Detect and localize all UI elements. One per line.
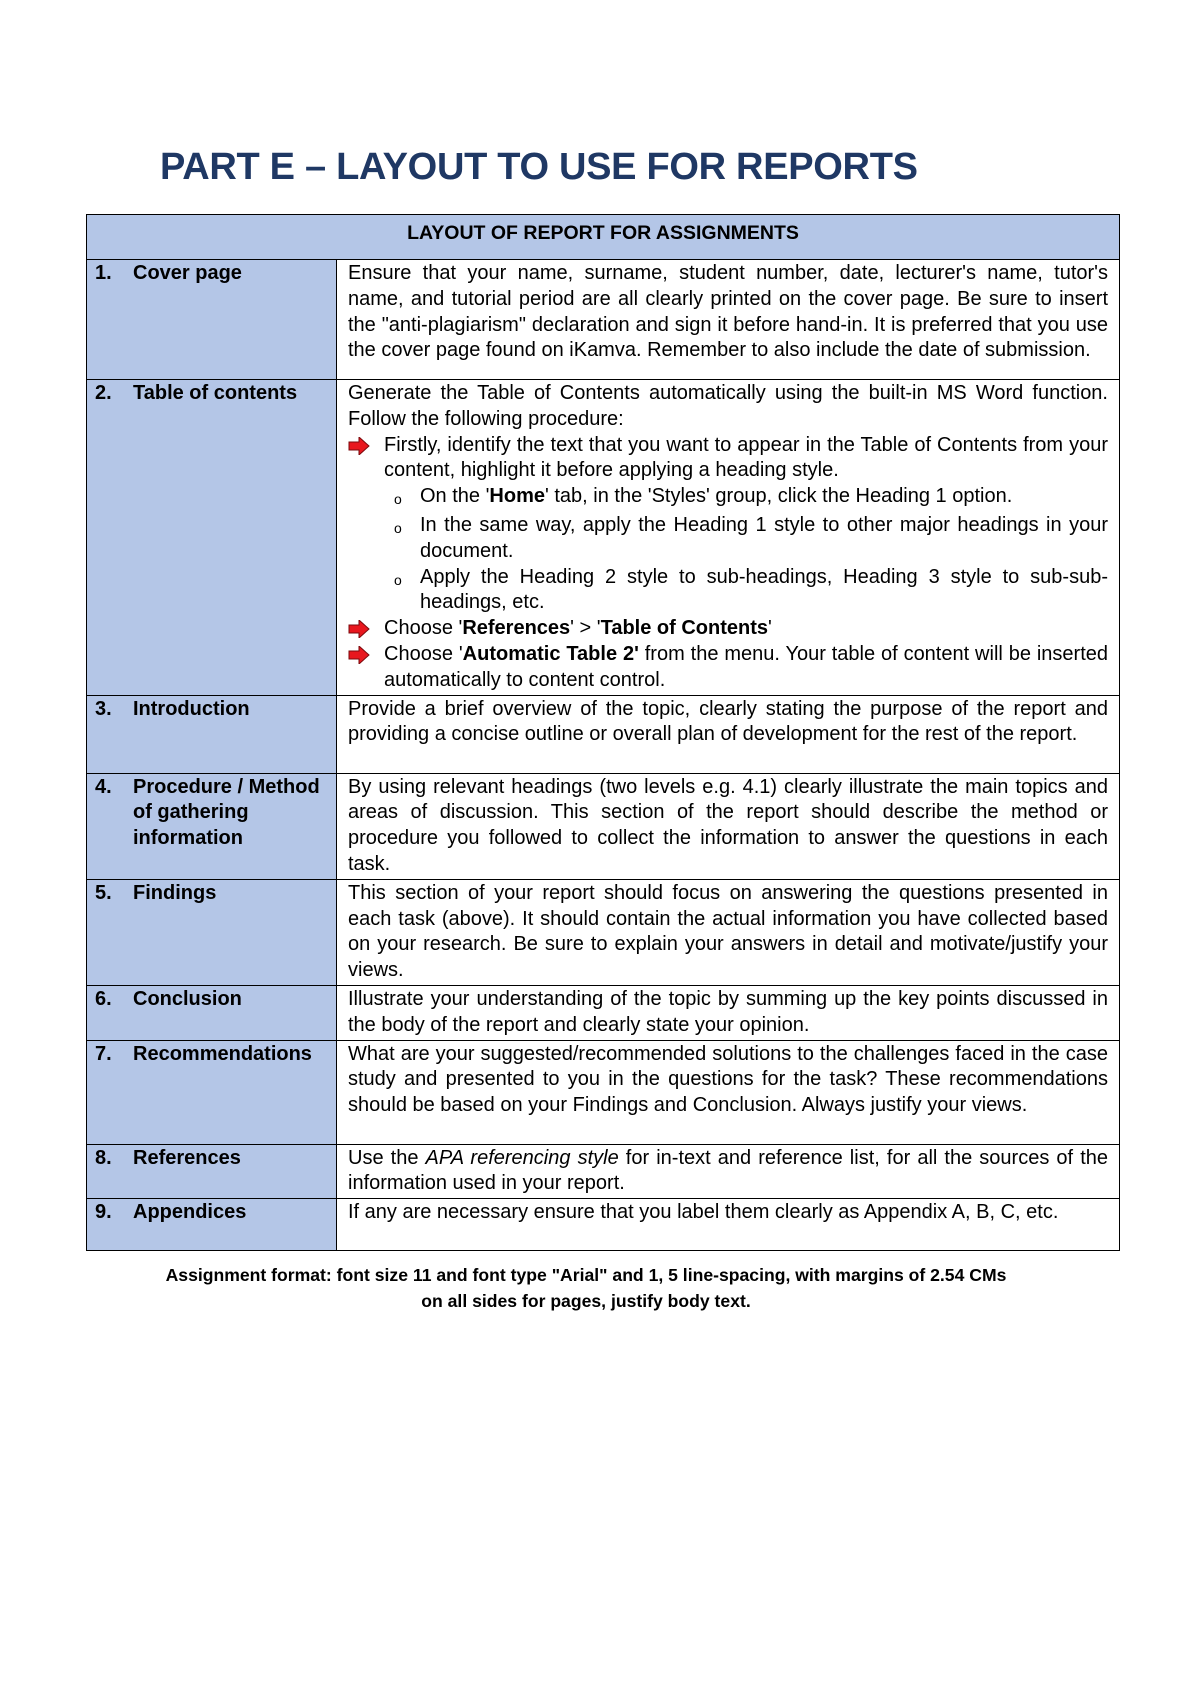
table-row <box>87 260 1120 380</box>
bold-run: Home <box>489 485 545 508</box>
right-arrow-icon <box>348 433 384 485</box>
row-number: 8. <box>95 1146 112 1169</box>
bullet-text <box>384 616 1108 642</box>
row-label: Recommendations <box>133 1042 312 1065</box>
row-number: 3. <box>95 697 112 720</box>
italic-run: APA referencing style <box>425 1146 619 1169</box>
row-label-cell <box>87 1040 337 1144</box>
row-number: 6. <box>95 987 112 1010</box>
bullet-text: Firstly, identify the text that you want to appear in the Table of Contents from your content, highlight it before applying a heading style. <box>384 433 1108 482</box>
bold-run: Automatic Table 2' <box>462 642 639 665</box>
sub-bullet-text: Apply the Heading 2 style to sub-headings, Heading 3 style to sub-sub-headings, etc. <box>420 565 1108 614</box>
row-number: 5. <box>95 881 112 904</box>
text-run: from the menu. Your table of content will be inserted automatically to content control. <box>384 642 1109 691</box>
text-run: Choose ' <box>384 617 463 640</box>
assignment-format-note <box>86 1262 1086 1314</box>
page-title: PART E – LAYOUT TO USE FOR REPORTS <box>160 146 918 188</box>
table-row <box>87 1199 1120 1251</box>
text-run: Use the <box>348 1146 426 1169</box>
text-run: On the ' <box>420 485 490 508</box>
table-row <box>87 695 1120 773</box>
list-item <box>348 484 1108 513</box>
row-label: Procedure / Method of gathering information <box>133 775 320 850</box>
row-number: 2. <box>95 382 112 404</box>
table-row <box>87 773 1120 879</box>
table-header-row <box>87 215 1120 260</box>
row-label-cell <box>87 380 337 696</box>
text-run: ' > ' <box>570 617 601 640</box>
list-item <box>348 433 1108 485</box>
text-run: ' tab, in the 'Styles' group, click the Heading 1 option. <box>545 485 1013 508</box>
table-row <box>87 380 1120 696</box>
row-label-cell <box>87 260 337 380</box>
text-run: ' <box>768 617 772 640</box>
row-label: References <box>133 1146 241 1169</box>
bold-run: References <box>462 617 571 640</box>
row-description: If any are necessary ensure that you label them clearly as Appendix A, B, C, etc. <box>337 1199 1120 1251</box>
table-row <box>87 985 1120 1040</box>
sub-bullet-text: In the same way, apply the Heading 1 style to other major headings in your document. <box>420 513 1108 562</box>
report-layout-table <box>86 214 1120 1251</box>
sub-bullet-text <box>420 484 1108 513</box>
row-label-cell <box>87 773 337 879</box>
text-run: for in-text and reference list, for all the sources of the information used in your report. <box>348 1146 1108 1195</box>
right-arrow-icon <box>348 616 384 642</box>
row-description: What are your suggested/recommended solutions to the challenges faced in the case study and presented to you in the questions for the task? These recommendations should be based on your Findings and Conclusion. Always justify your views. <box>337 1040 1120 1144</box>
row-label: Introduction <box>133 697 250 720</box>
table-row <box>87 1040 1120 1144</box>
table-header: LAYOUT OF REPORT FOR ASSIGNMENTS <box>87 215 1120 260</box>
row-number: 1. <box>95 262 112 284</box>
table-row <box>87 1144 1120 1199</box>
circle-bullet-icon: o <box>394 571 402 588</box>
footer-line-2: on all sides for pages, justify body text. <box>421 1291 751 1311</box>
circle-bullet-icon: o <box>394 491 402 508</box>
row-label-cell <box>87 695 337 773</box>
row-label-cell <box>87 1199 337 1251</box>
row-description: Illustrate your understanding of the topic by summing up the key points discussed in the body of the report and clearly state your opinion. <box>337 985 1120 1040</box>
row-label: Cover page <box>133 262 242 284</box>
row-number: 7. <box>95 1042 112 1065</box>
row-label: Findings <box>133 881 217 904</box>
row-description <box>337 380 1120 696</box>
row-number: 9. <box>95 1201 112 1224</box>
footer-line-1: Assignment format: font size 11 and font type "Arial" and 1, 5 line-spacing, with margins of 2.54 CMs <box>165 1265 1007 1285</box>
table-row <box>87 879 1120 985</box>
list-item <box>348 565 1108 617</box>
list-item <box>348 513 1108 565</box>
row-label: Conclusion <box>133 987 242 1010</box>
row-description: By using relevant headings (two levels e.g. 4.1) clearly illustrate the main topics and areas of discussion. This section of the report should describe the method or procedure you followed to collect the information to answer the questions in each task. <box>337 773 1120 879</box>
list-item <box>348 616 1108 642</box>
row-label-cell <box>87 1144 337 1199</box>
row-label: Table of contents <box>133 382 298 404</box>
right-arrow-icon <box>348 642 384 694</box>
text-run: Choose ' <box>384 642 463 665</box>
row-description: Provide a brief overview of the topic, clearly stating the purpose of the report and providing a concise outline or overall plan of development for the rest of the report. <box>337 695 1120 773</box>
circle-bullet-icon: o <box>394 519 402 536</box>
row-label: Appendices <box>133 1201 247 1224</box>
list-item <box>348 642 1108 694</box>
row-number: 4. <box>95 775 112 798</box>
bullet-text <box>384 642 1108 694</box>
row-label-cell <box>87 879 337 985</box>
row-description: Ensure that your name, surname, student number, date, lecturer's name, tutor's name, and tutorial period are all clearly printed on the cover page. Be sure to insert the "anti-plagiarism" declaration and sign it before hand-in. It is preferred that you use the cover page found on iKamva. Remember to also include the date of submission. <box>337 260 1120 380</box>
row-description: This section of your report should focus on answering the questions presented in each task (above). It should contain the actual information you have collected based on your research. Be sure to explain your answers in detail and motivate/justify your views. <box>337 879 1120 985</box>
bold-run: Table of Contents <box>600 617 768 640</box>
toc-intro: Generate the Table of Contents automatically using the built-in MS Word function. Follow the following procedure: <box>348 382 1108 430</box>
row-label-cell <box>87 985 337 1040</box>
row-description <box>337 1144 1120 1199</box>
